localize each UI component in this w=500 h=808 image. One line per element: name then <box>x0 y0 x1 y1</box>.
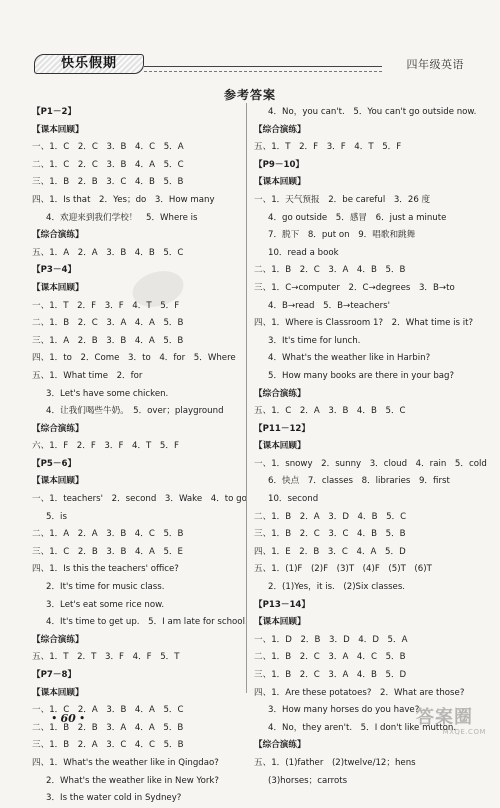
watermark-url: MXQE.COM <box>442 728 486 736</box>
section-heading: 【综合演练】 <box>254 740 306 751</box>
answer-line: 4．go outside 5．感冒 6．just a minute <box>268 212 447 223</box>
answer-line: 一、1．snowy 2．sunny 3．cloud 4．rain 5．cold <box>254 458 487 469</box>
answer-line: 四、1．What's the weather like in Qingdao? <box>32 757 219 768</box>
page-header <box>28 52 478 78</box>
answer-line: 4．What's the weather like in Harbin? <box>268 353 431 364</box>
answer-line: 4．B→read 5．B→teachers' <box>268 300 391 311</box>
answer-line: 四、1．Is that 2．Yes；do 3．How many <box>32 194 215 205</box>
section-heading: 【课本回顾】 <box>32 282 84 293</box>
answer-line: 四、1．E 2．B 3．C 4．A 5．D <box>254 546 406 557</box>
section-heading: 【课本回顾】 <box>254 177 306 188</box>
answer-line: 3．Let's have some chicken. <box>46 388 169 399</box>
answer-line: 5．How many books are there in your bag? <box>268 370 455 381</box>
answer-line: 二、1．B 2．C 3．A 4．B 5．B <box>254 265 406 276</box>
answer-column-left <box>32 104 248 808</box>
answer-line: 一、1．teachers' 2．second 3．Wake 4．to go <box>32 494 247 505</box>
answer-column-right <box>254 104 487 790</box>
answer-line: 一、1．C 2．A 3．B 4．A 5．C <box>32 705 184 716</box>
answer-line: 10．read a book <box>268 247 339 258</box>
section-heading: 【P11－12】 <box>254 423 310 434</box>
answer-line: 三、1．B 2．B 3．C 4．B 5．B <box>32 177 184 188</box>
answer-line: 三、1．C 2．B 3．B 4．A 5．E <box>32 546 183 557</box>
answer-line: 4．No，you can't. 5．You can't go outside now. <box>268 107 477 117</box>
answer-line: 一、1．D 2．B 3．D 4．D 5．A <box>254 634 408 645</box>
section-heading: 【综合演练】 <box>32 634 84 645</box>
page-number-value: 60 <box>60 712 76 725</box>
answer-line: 2．What's the weather like in New York? <box>46 775 219 786</box>
section-heading: 【综合演练】 <box>254 124 306 135</box>
answer-line: 10．second <box>268 494 319 505</box>
answer-line: 3．How many horses do you have? <box>268 705 420 716</box>
section-heading: 【P5－6】 <box>32 458 77 469</box>
answer-line: 四、1．Are these potatoes? 2．What are those? <box>254 687 465 698</box>
answer-line: 3．It's time for lunch. <box>268 335 361 346</box>
section-heading: 【综合演练】 <box>32 230 84 241</box>
answer-line: 三、1．B 2．A 3．C 4．C 5．B <box>32 740 184 751</box>
answer-line: 2．(1)Yes，it is. (2)Six classes. <box>268 582 406 593</box>
answer-line: 4．No，they aren't. 5．I don't like mutton. <box>268 722 457 733</box>
answer-line: 二、1．B 2．C 3．A 4．A 5．B <box>32 318 184 329</box>
section-heading: 【综合演练】 <box>254 388 306 399</box>
grade-subject-label: 四年级英语 <box>406 58 464 71</box>
section-heading: 【P3－4】 <box>32 265 77 276</box>
header-dashed-rule <box>144 71 382 72</box>
section-heading: 【课本回顾】 <box>254 617 306 628</box>
answer-line: 二、1．B 2．C 3．A 4．C 5．B <box>254 652 406 663</box>
watermark-text: 答案圈 <box>416 707 473 728</box>
answer-line: 五、1．A 2．A 3．B 4．B 5．C <box>32 247 184 258</box>
answer-line: 五、1．C 2．A 3．B 4．B 5．C <box>254 406 406 417</box>
answer-line: 二、1．B 2．B 3．A 4．A 5．B <box>32 722 184 733</box>
answer-line: 三、1．B 2．C 3．C 4．B 5．B <box>254 529 406 540</box>
answer-line: 5．is <box>46 511 67 522</box>
answer-line: 五、1．What time 2．for <box>32 370 143 381</box>
answer-line: 4．让我们喝些牛奶。 5．over；playground <box>46 406 224 417</box>
section-heading: 【课本回顾】 <box>32 124 84 135</box>
column-divider <box>246 103 247 693</box>
answer-line: 二、1．A 2．A 3．B 4．C 5．B <box>32 529 184 540</box>
answer-line: 一、1．T 2．F 3．F 4．T 5．F <box>32 300 180 311</box>
header-rule <box>144 66 382 67</box>
answer-line: 五、1．(1)F (2)F (3)T (4)F (5)T (6)T <box>254 564 432 575</box>
answer-line: (3)horses；carrots <box>268 775 348 786</box>
answer-line: 3．Let's eat some rice now. <box>46 599 165 610</box>
section-heading: 【课本回顾】 <box>32 687 84 698</box>
answer-line: 3．Is the water cold in Sydney? <box>46 793 182 804</box>
watermark-logo <box>416 708 486 738</box>
book-series-banner: 快乐假期 <box>34 54 144 74</box>
section-heading: 【P9－10】 <box>254 159 305 170</box>
section-heading: 【课本回顾】 <box>32 476 84 487</box>
answer-line: 六、1．F 2．F 3．F 4．T 5．F <box>32 441 179 452</box>
answer-line: 五、1．(1)father (2)twelve/12；hens <box>254 757 416 768</box>
answer-line: 二、1．C 2．C 3．B 4．A 5．C <box>32 159 184 170</box>
answer-line: 7．脱下 8．put on 9．唱歌和跳舞 <box>268 230 416 241</box>
page-number: • 60 • <box>51 712 86 725</box>
section-heading: 【P7－8】 <box>32 670 77 680</box>
answer-line: 五、1．T 2．T 3．F 4．F 5．T <box>32 652 180 663</box>
answer-line: 四、1．Where is Classroom 1? 2．What time is it? <box>254 318 474 329</box>
answer-line: 二、1．B 2．A 3．D 4．B 5．C <box>254 511 407 522</box>
answer-line: 2．It's time for music class. <box>46 582 165 593</box>
section-heading: 【P13－14】 <box>254 599 310 610</box>
section-heading: 【课本回顾】 <box>254 441 306 452</box>
answer-line: 三、1．A 2．B 3．B 4．A 5．B <box>32 335 184 346</box>
answer-line: 4．欢迎来到我们学校！ 5．Where is <box>46 212 198 223</box>
answer-line: 五、1．T 2．F 3．F 4．T 5．F <box>254 142 402 153</box>
answer-line: 一、1．C 2．C 3．B 4．C 5．A <box>32 142 184 153</box>
answer-line: 6．快点 7．classes 8．libraries 9．first <box>268 476 450 487</box>
answer-line: 三、1．B 2．C 3．A 4．B 5．D <box>254 670 407 680</box>
answer-line: 一、1．天气预报 2．be careful 3．26 度 <box>254 194 431 205</box>
section-heading: 【P1－2】 <box>32 107 77 117</box>
answer-line: 4．It's time to get up. 5．I am late for school. <box>46 617 248 628</box>
answer-line: 四、1．to 2．Come 3．to 4．for 5．Where <box>32 353 236 364</box>
answer-line: 四、1．Is this the teachers' office? <box>32 564 179 575</box>
answer-line: 三、1．C→computer 2．C→degrees 3．B→to <box>254 282 455 293</box>
section-heading: 【综合演练】 <box>32 423 84 434</box>
page-title: 参考答案 <box>223 88 276 102</box>
